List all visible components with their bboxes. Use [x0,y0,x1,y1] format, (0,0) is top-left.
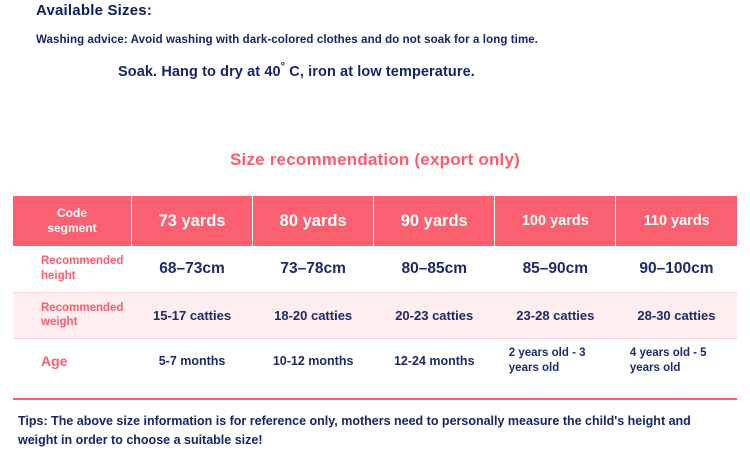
cell-age-80: 10-12 months [272,354,354,369]
table-header-row [13,196,737,246]
size-table [13,196,737,384]
height-label-line2: height [41,269,76,282]
cell-age-100: 2 years old - 3 years old [508,347,586,375]
soak-text-before: Soak. Hang to dry at 40 [118,63,281,80]
weight-label-line2: weight [41,316,78,328]
code-segment-line1: Code [57,206,87,220]
row-label-recommended-height [13,246,132,292]
column-header-90-yards: 90 yards [374,196,495,246]
size-table-head [13,196,737,246]
cell-weight-100: 23-28 catties [495,292,616,338]
washing-advice-text: Washing advice: Avoid washing with dark-colored clothes and do not soak for a long time. [36,34,539,46]
row-label-age: Age [41,352,68,369]
available-sizes-heading: Available Sizes: [36,2,153,19]
cell-weight-80: 18-20 catties [253,292,374,338]
soak-text-after: C, iron at low temperature. [289,63,475,80]
cell-height-80: 73–78cm [253,246,374,292]
column-header-100-yards: 100 yards [495,196,616,246]
weight-label-line1: Recommended [41,301,124,314]
cell-height-90: 80–85cm [374,246,495,292]
cell-age-90: 12-24 months [393,354,475,369]
column-header-73-yards: 73 yards [132,196,253,246]
cell-weight-110: 28-30 catties [616,292,737,338]
row-label-recommended-weight [13,292,132,338]
size-recommendation-title: Size recommendation (export only) [230,150,520,169]
code-segment-line2: segment [47,221,97,235]
cell-age-110: 4 years old - 5 years old [629,347,707,375]
degree-symbol: ° [280,61,286,73]
table-bottom-divider [13,398,737,400]
cell-height-73: 68–73cm [132,246,253,292]
cell-age-73: 5-7 months [158,354,226,369]
height-label-line1: Recommended [41,255,124,268]
table-row-recommended-weight [13,292,737,338]
column-header-80-yards: 80 yards [253,196,374,246]
cell-height-100: 85–90cm [495,246,616,292]
cell-weight-90: 20-23 catties [374,292,495,338]
size-table-container [13,196,737,384]
soak-instruction-text [118,61,475,80]
tips-text: Tips: The above size information is for reference only, mothers need to personally measure the child's height and weight in order to choose a suitable size! [18,414,691,448]
column-header-code-segment [13,196,132,246]
size-table-body [13,246,737,384]
cell-weight-73: 15-17 catties [132,292,253,338]
table-row-age [13,338,737,384]
column-header-110-yards: 110 yards [643,213,710,229]
cell-height-110: 90–100cm [616,246,737,292]
table-row-recommended-height [13,246,737,292]
